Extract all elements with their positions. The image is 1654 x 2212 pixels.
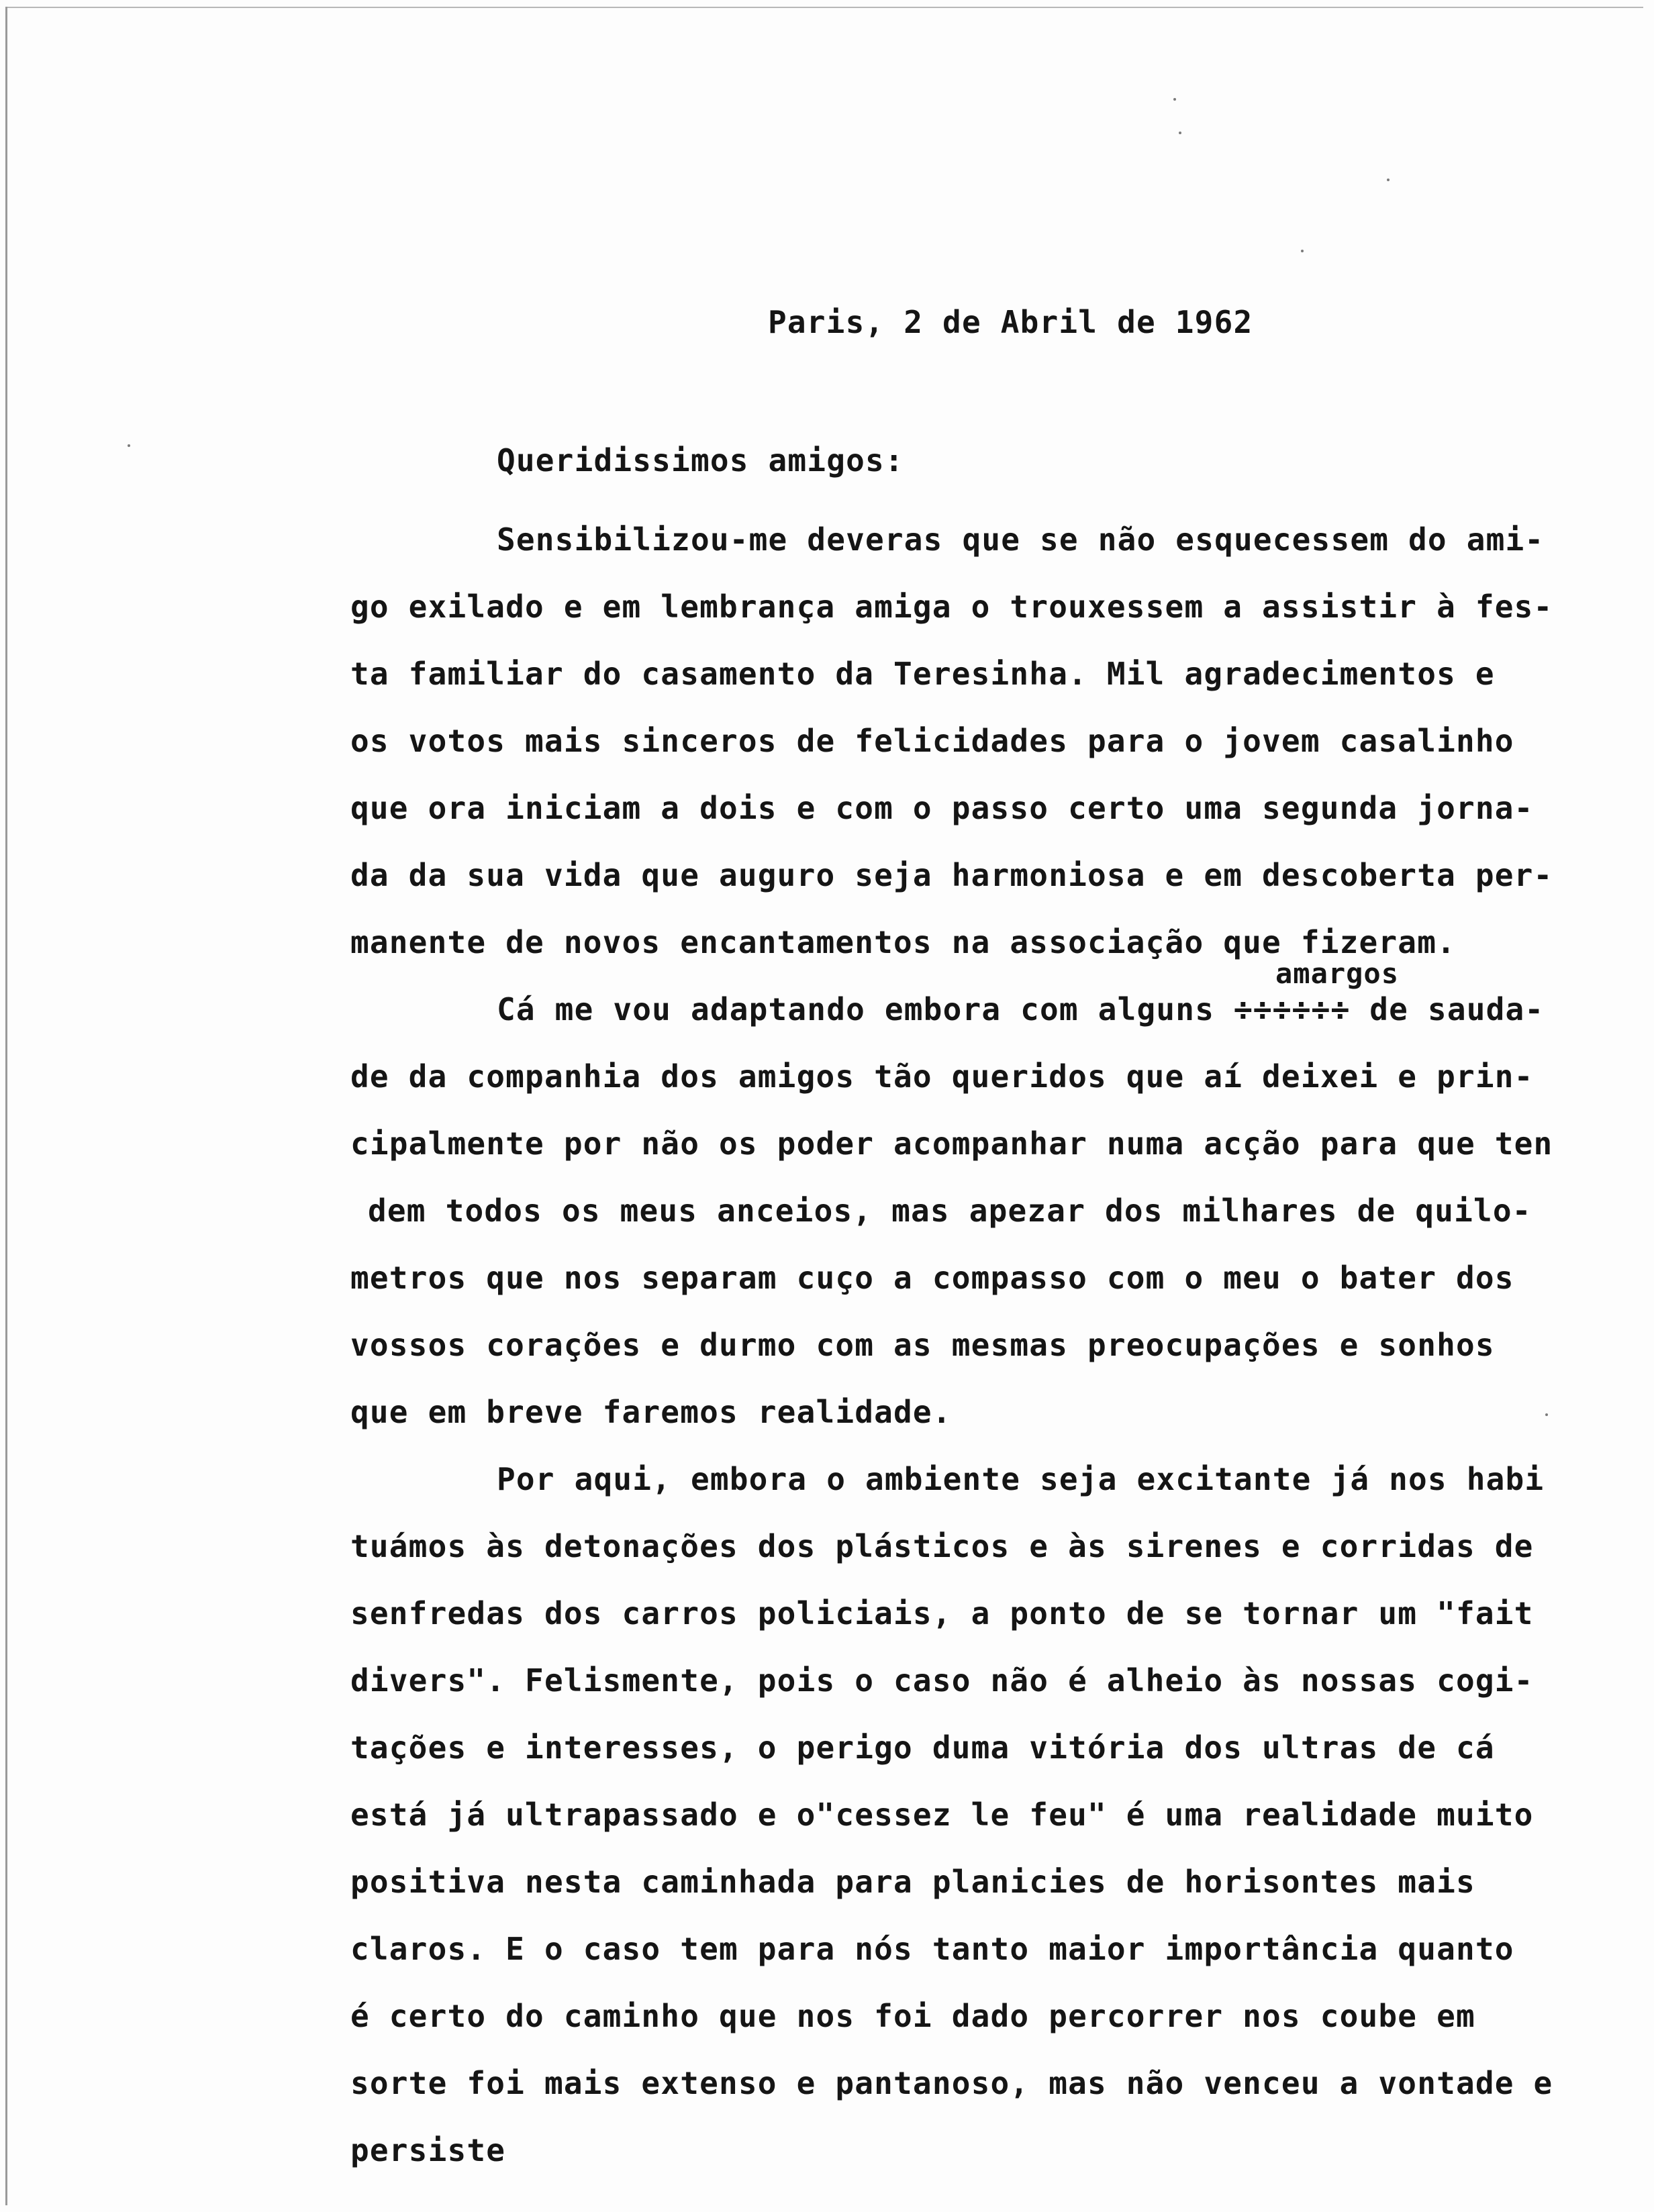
speck [1179,132,1181,134]
scan-edge-left [5,7,7,2205]
text-line: é certo do caminho que nos foi dado percorrer nos coube em [350,1998,1475,2034]
text-line: Cá me vou adaptando embora com alguns ÷÷÷÷÷÷ de sauda- [497,991,1545,1027]
letter-salutation: Queridissimos amigos: [497,442,904,479]
text-line: divers". Felismente, pois o caso não é alheio às nossas cogi- [350,1662,1534,1699]
text-line: go exilado e em lembrança amiga o trouxessem a assistir à fes- [350,589,1553,625]
speck [1301,250,1304,252]
text-line: manente de novos encantamentos na associação que fizeram. [350,924,1456,960]
text-line: vossos corações e durmo com as mesmas preocupações e sonhos [350,1327,1495,1363]
text-line: metros que nos separam cuço a compasso com o meu o bater dos [350,1260,1514,1296]
speck [1387,179,1390,181]
speck [1173,98,1176,101]
interlinear-insert: amargos [1275,957,1400,990]
text-line: de da companhia dos amigos tão queridos que aí deixei e prin- [350,1058,1534,1095]
text-line: está já ultrapassado e o"cessez le feu" é uma realidade muito [350,1797,1534,1833]
text-line: que ora iniciam a dois e com o passo certo uma segunda jorna- [350,790,1534,826]
text-line: dem todos os meus anceios, mas apezar dos milhares de quilo- [368,1193,1532,1229]
text-line: senfredas dos carros policiais, a ponto de se tornar um "fait [350,1595,1534,1631]
text-line: claros. E o caso tem para nós tanto maior importância quanto [350,1931,1514,1967]
text-line: tações e interesses, o perigo duma vitória dos ultras de cá [350,1729,1495,1766]
text-line: tuámos às detonações dos plásticos e às sirenes e corridas de [350,1528,1534,1564]
text-line: sorte foi mais extenso e pantanoso, mas não venceu a vontade e [350,2065,1553,2101]
text-line: positiva nesta caminhada para planicies de horisontes mais [350,1864,1475,1900]
text-line: cipalmente por não os poder acompanhar numa acção para que ten [350,1125,1553,1162]
text-line: persiste [350,2132,506,2168]
speck [1545,1413,1548,1416]
text-line: Por aqui, embora o ambiente seja excitante já nos habi [497,1461,1545,1497]
speck [128,444,130,447]
scan-edge-top [5,7,1643,8]
text-line: os votos mais sinceros de felicidades para o jovem casalinho [350,723,1514,759]
letter-date: Paris, 2 de Abril de 1962 [768,304,1253,340]
text-line: que em breve faremos realidade. [350,1394,952,1430]
text-line: ta familiar do casamento da Teresinha. Mil agradecimentos e [350,656,1495,692]
text-line: da da sua vida que auguro seja harmoniosa e em descoberta per- [350,857,1553,893]
text-line: Sensibilizou-me deveras que se não esquecessem do ami- [497,521,1545,558]
